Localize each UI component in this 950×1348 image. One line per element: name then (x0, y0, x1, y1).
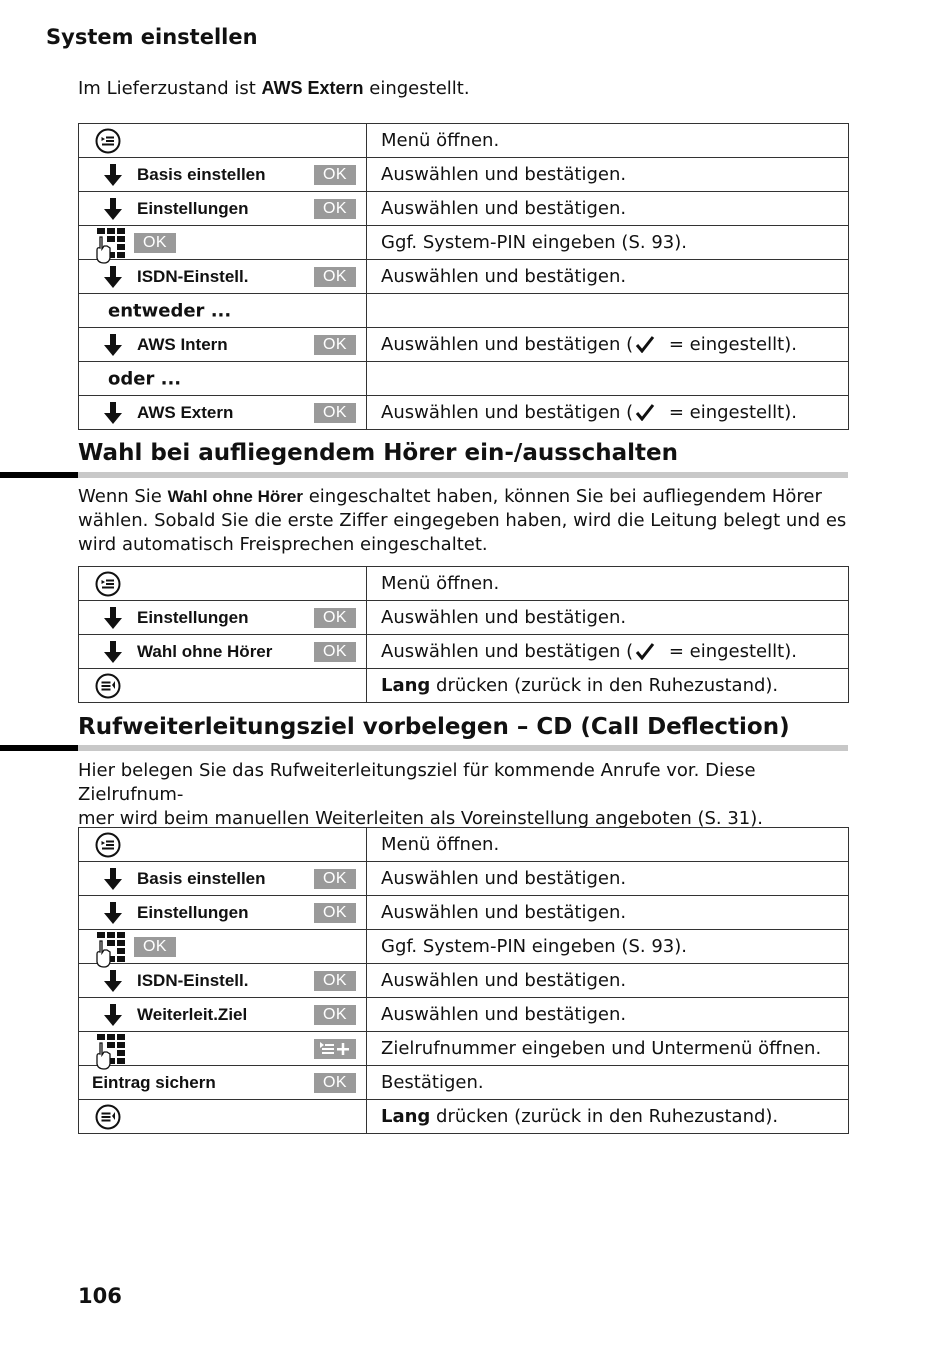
alternative-label: entweder ... (108, 300, 232, 321)
page-number: 106 (78, 1284, 122, 1308)
para-line: Hier belegen Sie das Rufweiterleitungsziel für kommende Anrufe vor. Diese Zielrufnum- (78, 760, 756, 805)
section-rule-black (0, 745, 78, 751)
ok-softkey: OK (314, 1073, 356, 1093)
row-description: Auswählen und bestätigen. (367, 601, 849, 635)
ok-softkey: OK (314, 267, 356, 287)
down-arrow-icon (104, 402, 122, 424)
table-row (79, 124, 849, 158)
table-row (79, 601, 849, 635)
ok-softkey: OK (314, 335, 356, 355)
table-row (79, 294, 849, 328)
row-description (367, 362, 849, 396)
table-row (79, 964, 849, 998)
ok-softkey: OK (134, 937, 176, 957)
table-row (79, 896, 849, 930)
checkmark-icon (635, 642, 655, 660)
intro-prefix: Im Lieferzustand ist (78, 78, 262, 99)
table-row (79, 396, 849, 430)
section-title-cd: Rufweiterleitungsziel vorbelegen – CD (Call Deflection) (78, 714, 790, 740)
table-row (79, 998, 849, 1032)
table-row (79, 192, 849, 226)
para-suffix: eingeschaltet haben, können Sie bei aufliegendem Hörer wählen. Sobald Sie die erste Ziffer eingegeben haben, wird die Leitung belegt und es wird automatisch Freisprechen eingeschaltet. (78, 486, 847, 555)
para-bold: Wahl ohne Hörer (167, 487, 303, 506)
end-call-key-icon (95, 1104, 121, 1130)
intro-bold: AWS Extern (261, 78, 364, 98)
down-arrow-icon (104, 266, 122, 288)
down-arrow-icon (104, 198, 122, 220)
description-bold: Lang (381, 675, 431, 696)
description-prefix: Auswählen und bestätigen ( (381, 334, 634, 355)
ok-softkey: OK (314, 869, 356, 889)
description-suffix: = eingestellt). (663, 334, 797, 355)
checkmark-icon (635, 335, 655, 353)
table-row (79, 260, 849, 294)
menu-entry-label: ISDN-Einstell. (137, 266, 249, 286)
table-row (79, 669, 849, 703)
table-row (79, 567, 849, 601)
description-rest: drücken (zurück in den Ruhezustand). (430, 675, 779, 696)
row-description: Menü öffnen. (367, 567, 849, 601)
table-row (79, 862, 849, 896)
row-description: Auswählen und bestätigen. (367, 192, 849, 226)
row-description: Menü öffnen. (367, 828, 849, 862)
ok-softkey: OK (314, 1005, 356, 1025)
ok-softkey: OK (314, 403, 356, 423)
ok-softkey: OK (314, 608, 356, 628)
row-description (367, 669, 849, 703)
running-header: System einstellen (46, 25, 258, 49)
ok-softkey: OK (314, 165, 356, 185)
row-description: Auswählen und bestätigen. (367, 964, 849, 998)
description-prefix: Auswählen und bestätigen ( (381, 402, 634, 423)
table-row (79, 635, 849, 669)
row-description (367, 294, 849, 328)
steps-table-aws (78, 123, 849, 430)
menu-key-icon (95, 128, 121, 154)
menu-entry-label: ISDN-Einstell. (137, 970, 249, 990)
section2-paragraph (78, 485, 848, 557)
down-arrow-icon (104, 1004, 122, 1026)
table-row (79, 828, 849, 862)
down-arrow-icon (104, 970, 122, 992)
ok-softkey: OK (314, 903, 356, 923)
row-description: Ggf. System-PIN eingeben (S. 93). (367, 930, 849, 964)
row-description: Auswählen und bestätigen. (367, 158, 849, 192)
section3-paragraph (78, 759, 848, 831)
menu-entry-label: Wahl ohne Hörer (137, 641, 273, 661)
end-call-key-icon (95, 673, 121, 699)
row-description: Ggf. System-PIN eingeben (S. 93). (367, 226, 849, 260)
row-description (367, 328, 849, 362)
intro-text (78, 78, 470, 99)
menu-key-icon (95, 571, 121, 597)
down-arrow-icon (104, 902, 122, 924)
alternative-label: oder ... (108, 368, 182, 389)
table-row (79, 362, 849, 396)
section-title-wahl: Wahl bei aufliegendem Hörer ein-/ausschalten (78, 440, 678, 466)
row-description: Zielrufnummer eingeben und Untermenü öffnen. (367, 1032, 849, 1066)
down-arrow-icon (104, 641, 122, 663)
checkmark-icon (635, 403, 655, 421)
row-description (367, 396, 849, 430)
table-row (79, 328, 849, 362)
description-suffix: = eingestellt). (663, 402, 797, 423)
down-arrow-icon (104, 868, 122, 890)
menu-key-icon (95, 832, 121, 858)
row-description: Bestätigen. (367, 1066, 849, 1100)
para-line: mer wird beim manuellen Weiterleiten als Voreinstellung angeboten (S. 31). (78, 808, 763, 829)
row-description: Menü öffnen. (367, 124, 849, 158)
row-description: Auswählen und bestätigen. (367, 896, 849, 930)
row-description (367, 1100, 849, 1134)
table-row (79, 226, 849, 260)
down-arrow-icon (104, 164, 122, 186)
row-description: Auswählen und bestätigen. (367, 260, 849, 294)
ok-softkey: OK (314, 642, 356, 662)
steps-table-wahl (78, 566, 849, 703)
ok-softkey: OK (314, 971, 356, 991)
menu-entry-label: Weiterleit.Ziel (137, 1004, 248, 1024)
down-arrow-icon (104, 334, 122, 356)
description-suffix: = eingestellt). (663, 641, 797, 662)
ok-softkey: OK (314, 199, 356, 219)
intro-suffix: eingestellt. (363, 78, 470, 99)
row-description: Auswählen und bestätigen. (367, 998, 849, 1032)
menu-entry-label: Basis einstellen (137, 868, 266, 888)
description-rest: drücken (zurück in den Ruhezustand). (430, 1106, 779, 1127)
table-row (79, 1066, 849, 1100)
down-arrow-icon (104, 607, 122, 629)
menu-entry-label: Basis einstellen (137, 164, 266, 184)
section-rule-black (0, 472, 78, 478)
menu-entry-label: Eintrag sichern (92, 1072, 216, 1092)
row-description: Auswählen und bestätigen. (367, 862, 849, 896)
row-description (367, 635, 849, 669)
section-rule-gray (78, 472, 848, 478)
menu-entry-label: Einstellungen (137, 198, 249, 218)
menu-entry-label: AWS Intern (137, 334, 228, 354)
table-row (79, 930, 849, 964)
menu-entry-label: AWS Extern (137, 402, 234, 422)
menu-entry-label: Einstellungen (137, 902, 249, 922)
menu-entry-label: Einstellungen (137, 607, 249, 627)
para-prefix: Wenn Sie (78, 486, 168, 507)
description-bold: Lang (381, 1106, 431, 1127)
submenu-icon (314, 1039, 356, 1059)
table-row (79, 1100, 849, 1134)
description-prefix: Auswählen und bestätigen ( (381, 641, 634, 662)
table-row (79, 158, 849, 192)
ok-softkey: OK (134, 233, 176, 253)
steps-table-cd (78, 827, 849, 1134)
section-rule-gray (78, 745, 848, 751)
table-row (79, 1032, 849, 1066)
